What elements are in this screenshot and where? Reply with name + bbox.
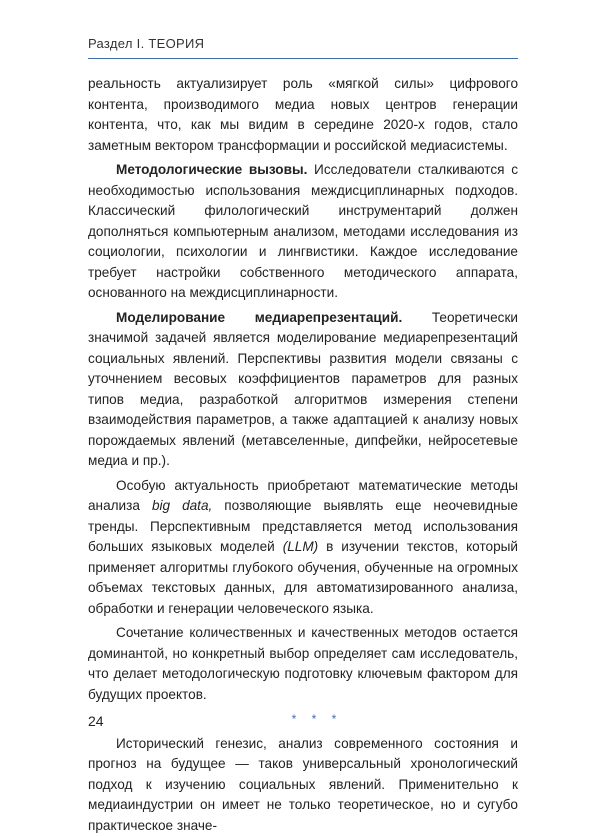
term-big-data: big data, — [152, 498, 212, 513]
header-rule — [88, 58, 518, 59]
paragraph-text: Исторический генезис, анализ современного состояния и прогноз на будущее — таков универсальный хронологический подход к изучению социальных явлений. Применительно к медиаиндустрии он имеет не только теоретическое, но и сугубо практическое значе- — [88, 736, 518, 833]
paragraph-text: реальность актуализирует роль «мягкой силы» цифрового контента, производимого медиа новых центров генерации контента, что, как мы видим в середине 2020-х годов, стало заметным вектором трансформации и российской медиасистемы. — [88, 76, 518, 153]
body-text — [88, 74, 518, 836]
paragraph-continuation — [88, 74, 518, 156]
paragraph-text: Особую актуальность приобретают математические методы анализа — [88, 478, 518, 514]
paragraph-historical-genesis — [88, 734, 518, 836]
paragraph-media-modeling — [88, 308, 518, 472]
running-head: Раздел I. ТЕОРИЯ — [88, 36, 518, 51]
paragraph-text: Теоретически значимой задачей является моделирование медиарепрезентаций социальных явлений. Перспективы развития модели связаны с уточнением весовых коэффициентов параметров для разных типов медиа, разработкой алгоритмов измерения степени взаимодействия параметров, а также адаптацией к анализу новых порождаемых явлений (метавселенные, дипфейки, нейросетевые медиа и пр.). — [88, 310, 518, 469]
paragraph-lead: Моделирование медиарепрезентаций. — [116, 310, 402, 325]
paragraph-text: Сочетание количественных и качественных методов остается доминантой, но конкретный выбор определяет сам исследователь, что делает методологическую подготовку ключевым фактором для будущих проектов. — [88, 625, 518, 702]
term-llm: (LLM) — [283, 539, 319, 554]
section-separator: * * * — [88, 709, 518, 730]
paragraph-text: Исследователи сталкиваются с необходимостью использования междисциплинарных подходов. Классический филологический инструментарий должен дополняться компьютерным анализом, методами исследования из социологии, психологии и лингвистики. Каждое исследование требует настройки собственного методического аппарата, основанного на междисциплинарности. — [88, 162, 518, 300]
paragraph-methodological-challenges — [88, 160, 518, 304]
page-number: 24 — [88, 713, 104, 729]
paragraph-text: позволяющие выявлять еще неочевидные тренды. Перспективным представляется метод использования больших языковых моделей — [88, 498, 518, 554]
paragraph-math-methods — [88, 476, 518, 620]
paragraph-lead: Методологические вызовы. — [116, 162, 307, 177]
paragraph-text: в изучении текстов, который применяет алгоритмы глубокого обучения, обученные на огромных объемах текстовых данных, для автоматизированного анализа, обработки и генерации человеческого языка. — [88, 539, 518, 616]
paragraph-combination — [88, 623, 518, 705]
